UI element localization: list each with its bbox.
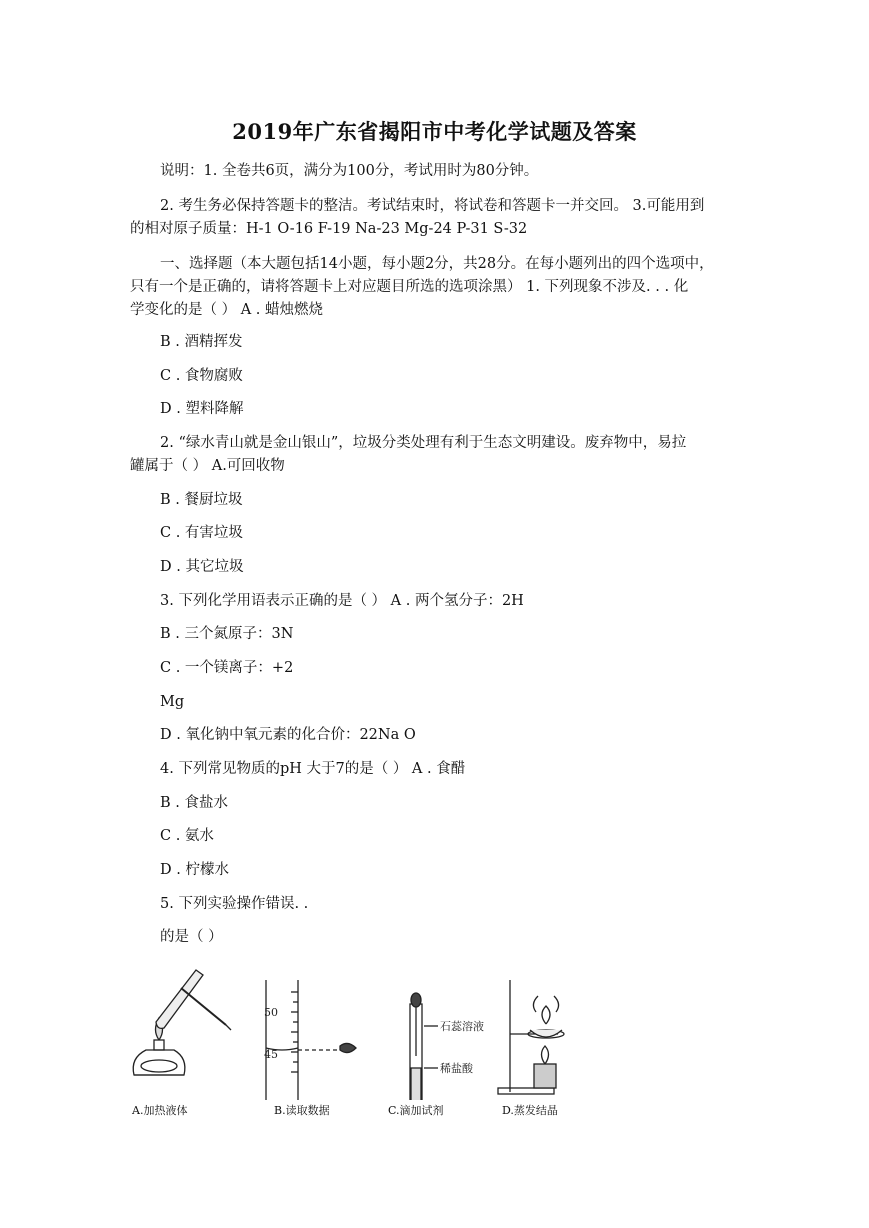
graduated-cylinder-icon: [266, 980, 356, 1100]
option-line: C . 有害垃圾: [160, 525, 243, 541]
option-line: D . 氧化钠中氧元素的化合价：22Na O: [160, 727, 416, 743]
option-line: B . 酒精挥发: [160, 334, 243, 350]
option-line: B . 餐厨垃圾: [160, 492, 243, 508]
caption-b: B.读取数据: [274, 1104, 330, 1117]
text-line: 的是（ ）: [160, 929, 223, 945]
option-line: C . 食物腐败: [160, 368, 243, 384]
text-line: 只有一个是正确的，请将答题卡上对应题目所选的选项涂黑） 1. 下列现象不涉及. . . 化: [130, 279, 689, 295]
text-line: 2. “绿水青山就是金山银山”，垃圾分类处理有利于生态文明建设。废弃物中，易拉: [160, 435, 687, 451]
caption-d: D.蒸发结晶: [502, 1104, 558, 1117]
option-line: D . 塑料降解: [160, 401, 244, 417]
tube-label-litmus: 石蕊溶液: [440, 1020, 484, 1033]
page-title: 2019年广东省揭阳市中考化学试题及答案: [232, 119, 637, 144]
evaporation-stand-icon: [498, 980, 564, 1094]
text-line: 3. 下列化学用语表示正确的是（ ） A . 两个氢分子：2H: [160, 593, 524, 609]
text-line: Mg: [160, 694, 185, 710]
tube-label-acid: 稀盐酸: [440, 1062, 473, 1075]
text-line: 的相对原子质量：H-1 O-16 F-19 Na-23 Mg-24 P-31 S-32: [130, 221, 528, 237]
text-line: 一、选择题（本大题包括14小题，每小题2分，共28分。在每小题列出的四个选项中，: [160, 256, 714, 272]
scale-label-50: 50: [264, 1006, 278, 1019]
text-line: 4. 下列常见物质的pH 大于7的是（ ） A . 食醋: [160, 761, 466, 777]
dropper-icon: [410, 993, 438, 1100]
test-tube-icon: [156, 970, 231, 1030]
text-line: 学变化的是（ ） A . 蜡烛燃烧: [130, 302, 324, 318]
option-line: C . 一个镁离子：+2: [160, 660, 294, 676]
option-line: C . 氨水: [160, 828, 214, 844]
option-line: B . 食盐水: [160, 795, 228, 811]
caption-c: C.滴加试剂: [388, 1104, 444, 1117]
text-line: 5. 下列实验操作错误. .: [160, 896, 309, 912]
text-line: 说明：1. 全卷共6页，满分为100分，考试用时为80分钟。: [160, 163, 539, 179]
caption-a: A.加热液体: [132, 1104, 188, 1117]
option-line: B . 三个氮原子：3N: [160, 626, 294, 642]
lab-illustration: [126, 960, 586, 1100]
option-line: D . 柠檬水: [160, 862, 229, 878]
scale-label-45: 45: [264, 1048, 278, 1061]
text-line: 2. 考生务必保持答题卡的整洁。考试结束时，将试卷和答题卡一并交回。 3.可能用到: [160, 198, 705, 214]
lab-operations-figure: [126, 960, 586, 1120]
option-line: D . 其它垃圾: [160, 559, 244, 575]
text-line: 罐属于（ ） A.可回收物: [130, 458, 285, 474]
